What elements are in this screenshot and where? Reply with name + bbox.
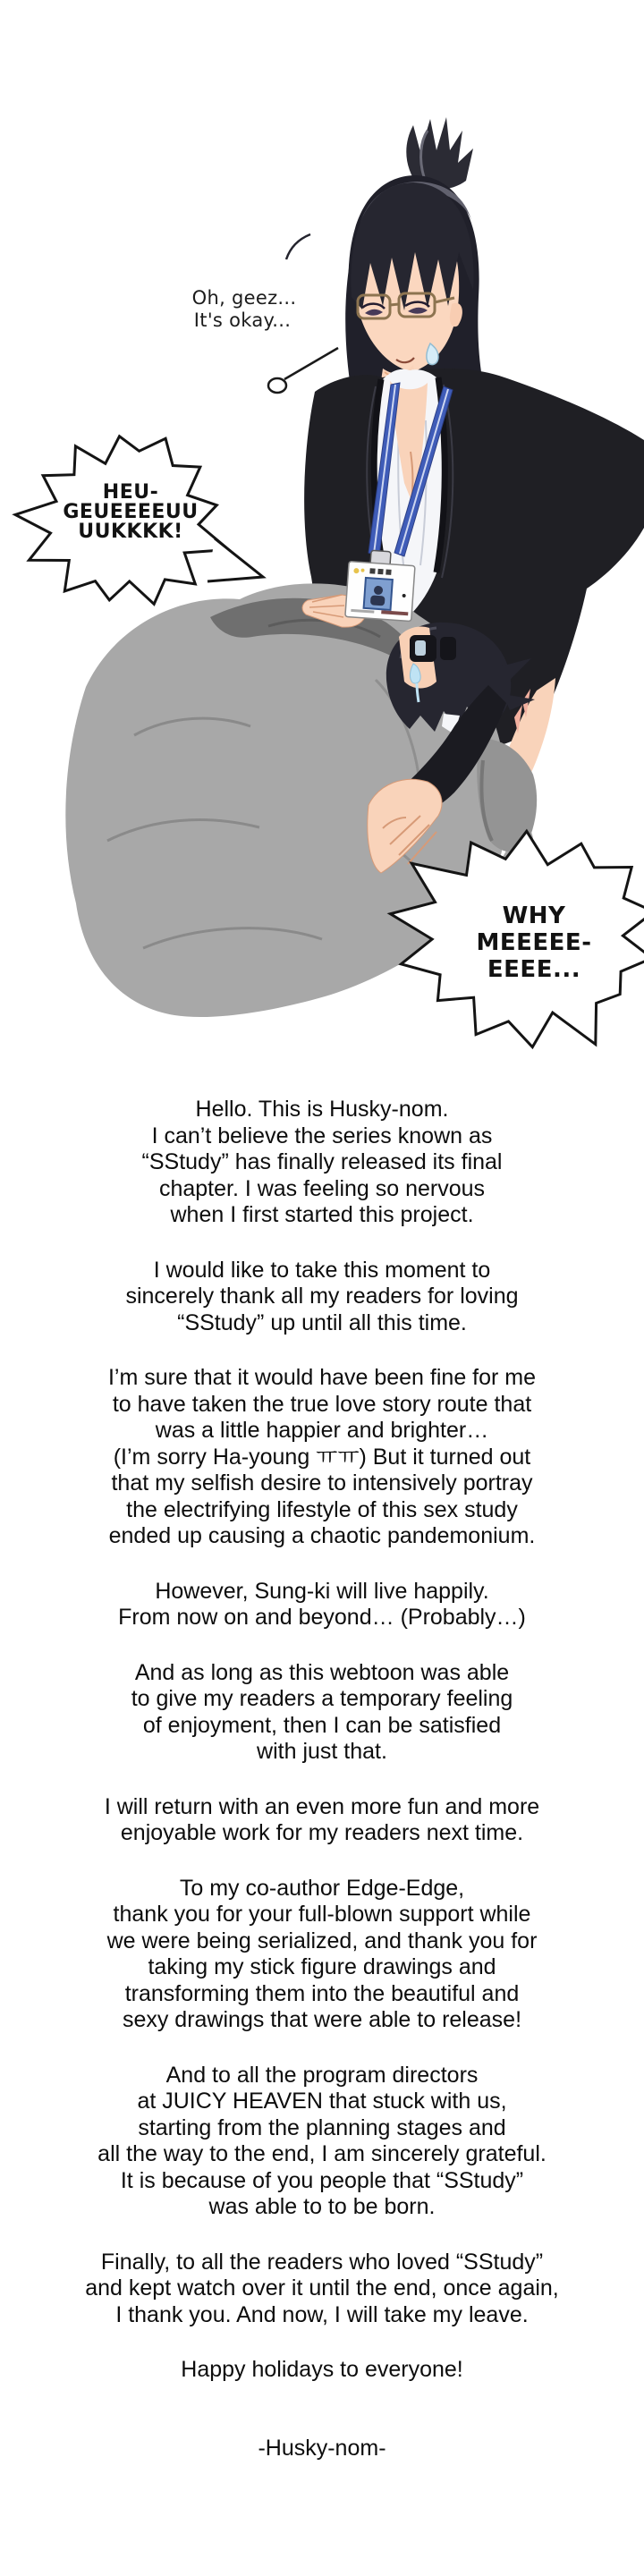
- author-signature: -Husky-nom-: [258, 2435, 386, 2461]
- narration: [192, 287, 338, 393]
- afterword-line: Hello. This is Husky-nom.: [195, 1097, 449, 1122]
- afterword-paragraph: [0, 1097, 644, 1229]
- man-glasses-icon: [410, 635, 456, 662]
- illustration: [0, 0, 644, 1060]
- afterword-paragraph: [0, 2063, 644, 2221]
- afterword-line: all the way to the end, I am sincerely grateful.: [97, 2141, 547, 2166]
- afterword-line: And to all the program directors: [165, 2062, 479, 2088]
- afterword-line: taking my stick figure drawings and: [148, 1954, 496, 1979]
- afterword-paragraph: [0, 1794, 644, 1847]
- afterword-line: However, Sung-ki will live happily.: [155, 1578, 489, 1604]
- afterword-line: enjoyable work for my readers next time.: [120, 1820, 524, 1845]
- afterword-paragraph: [0, 2357, 644, 2384]
- afterword-line: thank you for your full-blown support while: [113, 1902, 531, 1927]
- afterword-line: “SStudy” has finally released its final: [141, 1149, 503, 1174]
- afterword-line: to have taken the true love story route that: [112, 1391, 532, 1417]
- afterword-line: I will return with an even more fun and more: [104, 1793, 540, 1819]
- afterword-line: And as long as this webtoon was able: [134, 1659, 510, 1685]
- narration-line-1: Oh, geez...: [191, 287, 297, 309]
- afterword-line: was able to to be born.: [208, 2194, 436, 2219]
- afterword-line: I can’t believe the series known as: [151, 1123, 493, 1148]
- afterword-line: the electrifying lifestyle of this sex study: [126, 1496, 518, 1522]
- scream-bubble-line-1: HEU-: [102, 481, 159, 504]
- afterword-line: I thank you. And now, I will take my leave.: [115, 2301, 529, 2327]
- afterword-paragraph: [0, 2250, 644, 2329]
- why-bubble-line-1: WHY: [502, 902, 566, 929]
- afterword-line: that my selfish desire to intensively portray: [111, 1470, 533, 1496]
- scream-bubble-line-3: UUKKKK!: [78, 521, 183, 543]
- afterword-line: when I first started this project.: [170, 1202, 474, 1227]
- afterword-line: transforming them into the beautiful and: [124, 1980, 520, 2006]
- afterword-line: It is because of you people that “SStudy”: [120, 2167, 524, 2193]
- scream-bubble: [15, 436, 263, 605]
- afterword-line: sincerely thank all my readers for loving: [125, 1284, 519, 1309]
- afterword-line: starting from the planning stages and: [138, 2114, 506, 2140]
- afterword-line: to give my readers a temporary feeling: [131, 1686, 513, 1711]
- afterword-line: I would like to take this moment to: [153, 1257, 491, 1283]
- afterword-paragraph: [0, 1258, 644, 1337]
- narration-line-2: It's okay...: [193, 309, 292, 331]
- afterword-line: From now on and beyond… (Probably…): [118, 1605, 526, 1630]
- afterword-line: ended up causing a chaotic pandemonium.: [108, 1523, 536, 1548]
- badge-photo: [364, 578, 393, 610]
- scream-bubble-line-2: GEUEEEEUU: [63, 501, 199, 523]
- afterword-line: (I’m sorry Ha-young ㅠㅠ) But it turned out: [113, 1444, 531, 1470]
- afterword-paragraph: [0, 1365, 644, 1550]
- why-bubble-line-2: MEEEEE-: [476, 929, 592, 956]
- afterword-line: Finally, to all the readers who loved “SStudy”: [100, 2249, 544, 2275]
- afterword-paragraph: [0, 1579, 644, 1631]
- afterword-line: I’m sure that it would have been fine for me: [107, 1365, 537, 1390]
- afterword-line: To my co-author Edge-Edge,: [179, 1875, 465, 1901]
- afterword-line: at JUICY HEAVEN that stuck with us,: [137, 2089, 507, 2114]
- afterword-line: we were being serialized, and thank you for: [106, 1928, 538, 1953]
- afterword-line: Happy holidays to everyone!: [181, 2357, 463, 2382]
- afterword-text: [0, 1097, 644, 2462]
- afterword-line: of enjoyment, then I can be satisfied: [142, 1712, 502, 1738]
- afterword-line: sexy drawings that were able to release!: [122, 2007, 522, 2032]
- afterword-line: was a little happier and brighter…: [155, 1418, 489, 1443]
- afterword-paragraph: [0, 1660, 644, 1766]
- why-bubble-line-3: EEEE...: [487, 956, 581, 983]
- afterword-line: chapter. I was feeling so nervous: [158, 1175, 486, 1201]
- afterword-line: with just that.: [257, 1739, 387, 1764]
- afterword-line: and kept watch over it until the end, once again,: [85, 2275, 559, 2301]
- afterword-paragraph: [0, 1876, 644, 2034]
- afterword-line: “SStudy” up until all this time.: [177, 1309, 467, 1335]
- afterword-paragraphs: [0, 1097, 644, 2384]
